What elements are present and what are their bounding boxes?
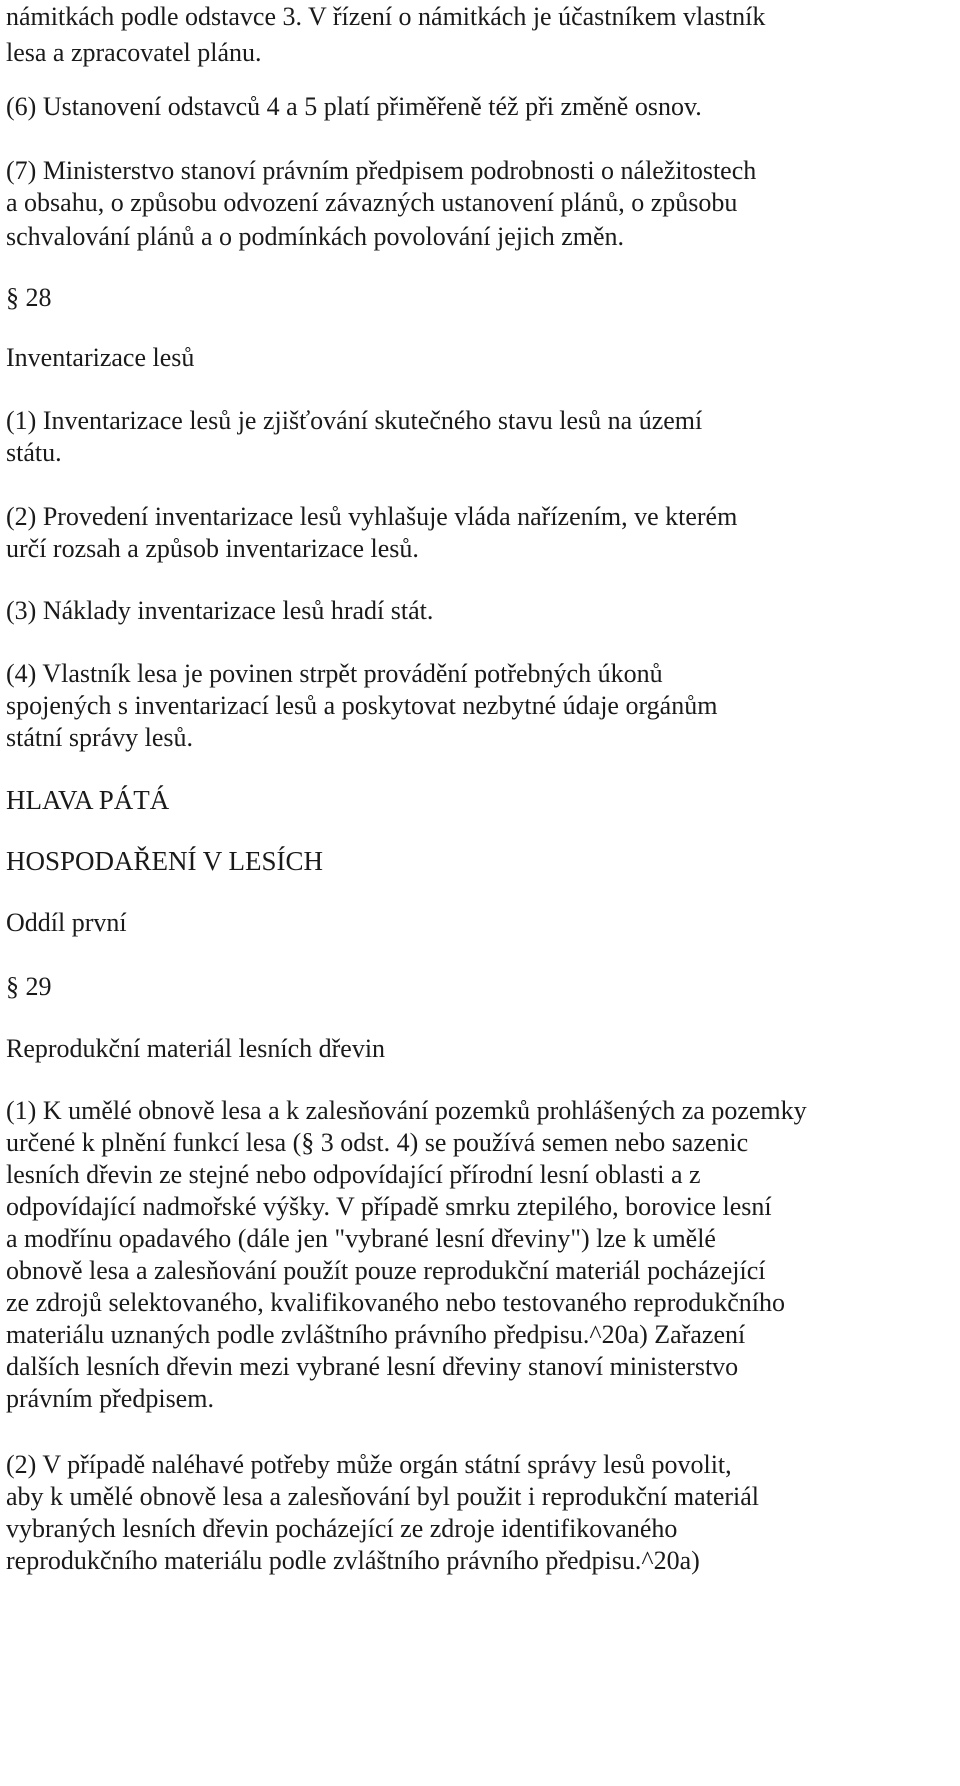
paragraph-7-line: a obsahu, o způsobu odvození závazných ustanovení plánů, o způsobu — [6, 188, 738, 217]
text-line: námitkách podle odstavce 3. V řízení o námitkách je účastníkem vlastník — [6, 2, 766, 31]
paragraph-line: vybraných lesních dřevin pocházející ze zdroje identifikovaného — [6, 1514, 678, 1543]
part-heading: Oddíl první — [6, 908, 127, 937]
paragraph-line: obnově lesa a zalesňování použít pouze reprodukční materiál pocházející — [6, 1256, 766, 1285]
paragraph-line: aby k umělé obnově lesa a zalesňování byl použit i reprodukční materiál — [6, 1482, 760, 1511]
paragraph-6: (6) Ustanovení odstavců 4 a 5 platí přiměřeně též při změně osnov. — [6, 92, 702, 121]
paragraph-line: a modřínu opadavého (dále jen "vybrané lesní dřeviny") lze k umělé — [6, 1224, 716, 1253]
section-title: Inventarizace lesů — [6, 343, 195, 372]
paragraph-line: právním předpisem. — [6, 1384, 214, 1413]
paragraph-line: odpovídající nadmořské výšky. V případě smrku ztepilého, borovice lesní — [6, 1192, 772, 1221]
paragraph-line: (2) Provedení inventarizace lesů vyhlašuje vláda nařízením, ve kterém — [6, 502, 738, 531]
paragraph-line: (2) V případě naléhavé potřeby může orgán státní správy lesů povolit, — [6, 1450, 732, 1479]
paragraph-line: lesních dřevin ze stejné nebo odpovídající přírodní lesní oblasti a z — [6, 1160, 701, 1189]
section-number: § 28 — [6, 283, 52, 312]
paragraph-7-line: (7) Ministerstvo stanoví právním předpisem podrobnosti o náležitostech — [6, 156, 757, 185]
paragraph-line: ze zdrojů selektovaného, kvalifikovaného nebo testovaného reprodukčního — [6, 1288, 786, 1317]
paragraph-line: státní správy lesů. — [6, 723, 194, 752]
text-line: lesa a zpracovatel plánu. — [6, 38, 262, 67]
paragraph-line: určí rozsah a způsob inventarizace lesů. — [6, 534, 419, 563]
paragraph-line: dalších lesních dřevin mezi vybrané lesní dřeviny stanoví ministerstvo — [6, 1352, 739, 1381]
chapter-heading: HLAVA PÁTÁ — [6, 785, 170, 815]
paragraph-line: reprodukčního materiálu podle zvláštního právního předpisu.^20a) — [6, 1546, 700, 1575]
paragraph-line: státu. — [6, 438, 62, 467]
paragraph-line: materiálu uznaných podle zvláštního právního předpisu.^20a) Zařazení — [6, 1320, 746, 1349]
section-title: Reprodukční materiál lesních dřevin — [6, 1034, 386, 1063]
paragraph-line: určené k plnění funkcí lesa (§ 3 odst. 4) se používá semen nebo sazenic — [6, 1128, 749, 1157]
paragraph-line: (1) K umělé obnově lesa a k zalesňování pozemků prohlášených za pozemky — [6, 1096, 807, 1125]
paragraph-line: (3) Náklady inventarizace lesů hradí stát. — [6, 596, 434, 625]
section-number: § 29 — [6, 972, 52, 1001]
paragraph-line: (1) Inventarizace lesů je zjišťování skutečného stavu lesů na území — [6, 406, 703, 435]
paragraph-line: (4) Vlastník lesa je povinen strpět provádění potřebných úkonů — [6, 659, 663, 688]
paragraph-line: spojených s inventarizací lesů a poskytovat nezbytné údaje orgánům — [6, 691, 718, 720]
chapter-title: HOSPODAŘENÍ V LESÍCH — [6, 846, 324, 876]
paragraph-7-line: schvalování plánů a o podmínkách povolování jejich změn. — [6, 222, 625, 251]
